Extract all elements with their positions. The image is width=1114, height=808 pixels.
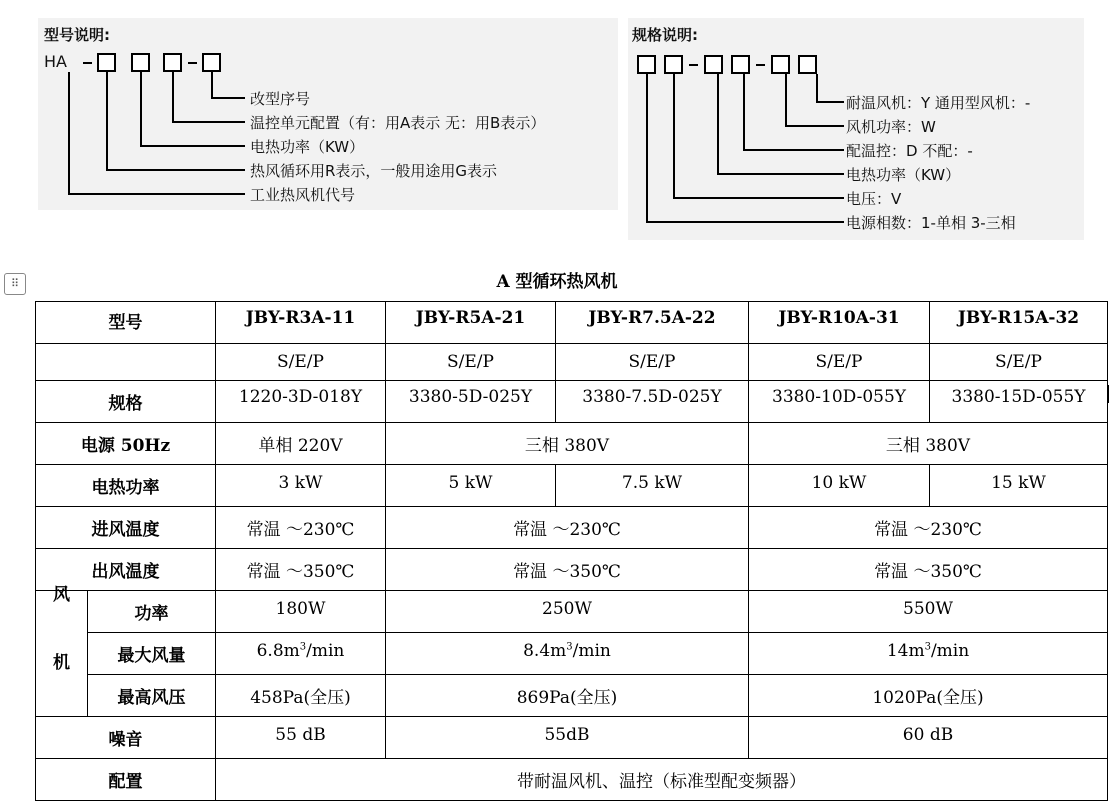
dash (756, 64, 765, 66)
inlet-cell: 常温 ～230℃ (216, 507, 386, 549)
table-row-pressure (36, 675, 1108, 717)
inlet-cell: 常温 ～230℃ (749, 507, 1108, 549)
table-move-handle[interactable]: ⠿ (4, 273, 26, 295)
empty-cell (36, 344, 216, 381)
table-row-spec (36, 381, 1108, 423)
spec-table (35, 301, 1108, 801)
spec-label-voltage: 电压：V (846, 190, 902, 208)
spec-label-temp-control: 配温控：D 不配：- (846, 142, 973, 160)
noise-cell: 60 dB (749, 717, 1108, 759)
outlet-cell: 常温 ～350℃ (386, 549, 749, 591)
dash (188, 62, 197, 64)
power-cell: 三相 380V (386, 423, 749, 465)
spec-label-phase: 电源相数：1-单相 3-三相 (846, 214, 1016, 232)
table-row-config (36, 759, 1108, 801)
spec-label: 规格 (36, 381, 216, 423)
fan-power-label: 功率 (88, 591, 216, 633)
model-label-code: 工业热风机代号 (250, 186, 356, 204)
table-row-airflow (36, 633, 1108, 675)
model-cell: JBY-R3A-11 (216, 302, 386, 344)
spec-cell: 3380-10D-055Y (749, 381, 930, 423)
sep-cell: S/E/P (386, 344, 556, 381)
table-row-fan-power (36, 591, 1108, 633)
heat-label: 电热功率 (36, 465, 216, 507)
airflow-cell: $14m^3/\min$ (749, 633, 1108, 675)
airflow-cell: $8.4m^3/\min$ (386, 633, 749, 675)
table-row-power (36, 423, 1108, 465)
table-row-sep (36, 344, 1108, 381)
pressure-label: 最高风压 (88, 675, 216, 717)
spec-cell: 1220-3D-018Y (216, 381, 386, 423)
fan-group-bottom: 机 (53, 652, 70, 673)
pressure-cell: 458Pa(全压) (216, 675, 386, 717)
heat-cell: 15 kW (930, 465, 1108, 507)
model-cell: JBY-R5A-21 (386, 302, 556, 344)
spec-cell: 3380-5D-025Y (386, 381, 556, 423)
sep-cell: S/E/P (556, 344, 749, 381)
code-box (771, 55, 790, 74)
model-prefix: HA (44, 52, 67, 71)
noise-cell: 55dB (386, 717, 749, 759)
table-row-outlet (36, 549, 1108, 591)
config-cell: 带耐温风机、温控（标准型配变频器） (216, 759, 1108, 801)
table-row-noise (36, 717, 1108, 759)
power-cell: 三相 380V (749, 423, 1108, 465)
outlet-cell: 常温 ～350℃ (749, 549, 1108, 591)
spec-label-heat-power: 电热功率（KW） (846, 166, 961, 184)
outlet-cell: 常温 ～350℃ (216, 549, 386, 591)
code-box (637, 55, 656, 74)
heat-cell: 10 kW (749, 465, 930, 507)
sep-cell: S/E/P (749, 344, 930, 381)
heat-cell: 7.5 kW (556, 465, 749, 507)
code-box (731, 55, 750, 74)
inlet-label: 进风温度 (36, 507, 216, 549)
fan-power-cell: 250W (386, 591, 749, 633)
dash (83, 62, 92, 64)
dash (689, 64, 698, 66)
code-box (704, 55, 723, 74)
noise-cell: 55 dB (216, 717, 386, 759)
spec-cell: 3380-7.5D-025Y (556, 381, 749, 423)
inlet-cell: 常温 ～230℃ (386, 507, 749, 549)
header-model-label: 型号 (36, 302, 216, 344)
heat-cell: 3 kW (216, 465, 386, 507)
code-box (202, 53, 221, 72)
code-box (131, 53, 150, 72)
model-cell: JBY-R7.5A-22 (556, 302, 749, 344)
code-box (163, 53, 182, 72)
table-row-model (36, 302, 1108, 344)
heat-cell: 5 kW (386, 465, 556, 507)
fan-power-cell: 180W (216, 591, 386, 633)
text-cursor (1108, 385, 1109, 403)
spec-label-fan-power: 风机功率：W (846, 118, 936, 136)
airflow-cell: $6.8m^3/\min$ (216, 633, 386, 675)
model-label-temp-control: 温控单元配置（有：用A表示 无：用B表示） (250, 114, 546, 132)
fan-group-top: 风 (53, 584, 70, 605)
spec-cell: 3380-15D-055Y (930, 381, 1108, 423)
model-label-circulation: 热风循环用R表示，一般用途用G表示 (250, 162, 498, 180)
model-designation-diagram (38, 18, 618, 210)
fan-group-label (36, 584, 88, 717)
spec-label-fan-type: 耐温风机：Y 通用型风机：- (846, 94, 1031, 112)
model-cell: JBY-R15A-32 (930, 302, 1108, 344)
model-cell: JBY-R10A-31 (749, 302, 930, 344)
pressure-cell: 869Pa(全压) (386, 675, 749, 717)
code-box (97, 53, 116, 72)
model-diagram-title: 型号说明: (44, 26, 110, 44)
power-label: 电源 50Hz (36, 423, 216, 465)
table-row-heat (36, 465, 1108, 507)
code-box (664, 55, 683, 74)
model-label-heat-power: 电热功率（KW） (250, 138, 365, 156)
fan-power-cell: 550W (749, 591, 1108, 633)
outlet-label: 出风温度 (36, 549, 216, 591)
sep-cell: S/E/P (216, 344, 386, 381)
code-box (798, 55, 817, 74)
spec-diagram-title: 规格说明: (632, 26, 698, 44)
config-label: 配置 (36, 759, 216, 801)
airflow-label: 最大风量 (88, 633, 216, 675)
pressure-cell: 1020Pa(全压) (749, 675, 1108, 717)
table-row-inlet (36, 507, 1108, 549)
sep-cell: S/E/P (930, 344, 1108, 381)
table-title: A 型循环热风机 (496, 272, 618, 292)
power-cell: 单相 220V (216, 423, 386, 465)
spec-designation-diagram (628, 18, 1084, 240)
noise-label: 噪音 (36, 717, 216, 759)
model-label-revision: 改型序号 (250, 90, 311, 108)
